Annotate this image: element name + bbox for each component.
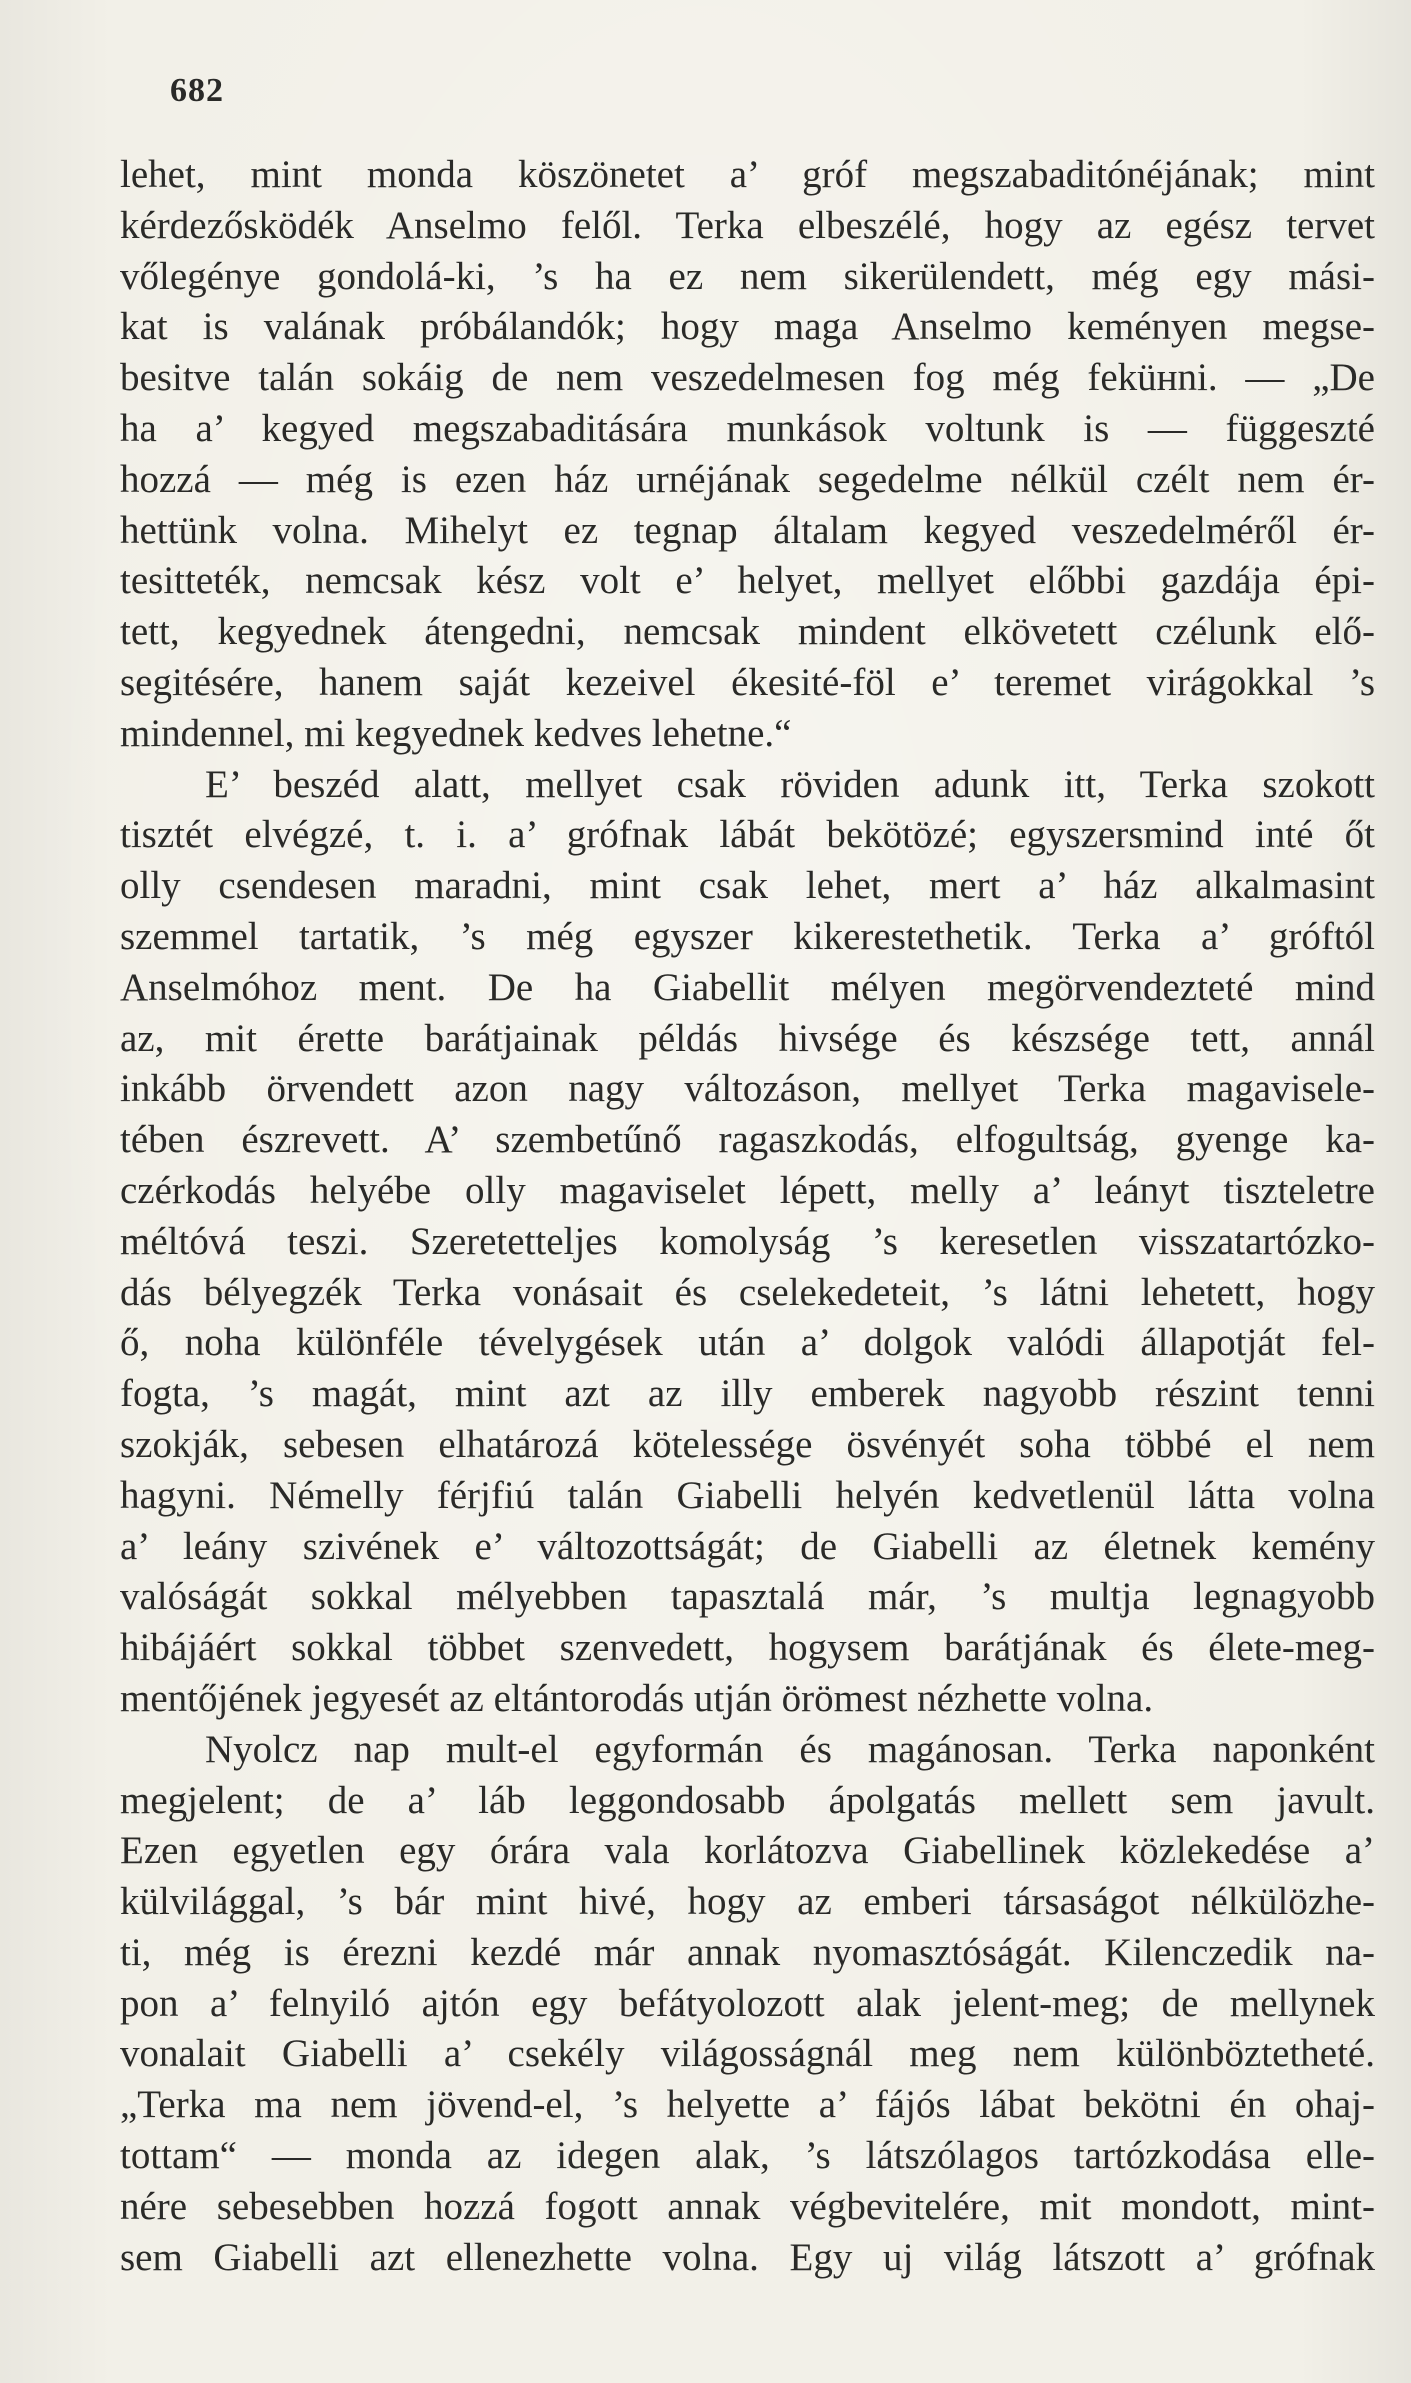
text-line: ő, noha különféle tévelygések után a’ dolgok valódi állapotját fel-: [120, 1321, 1375, 1365]
text-line: Nyolcz nap mult-el egyformán és magánosan. Terka naponként: [205, 1727, 1375, 1771]
text-line: kérdezősködék Anselmo felől. Terka elbeszélé, hogy az egész tervet: [120, 203, 1375, 247]
text-line: tesitteték, nemcsak kész volt e’ helyet, mellyet előbbi gazdája épi-: [120, 559, 1375, 603]
text-line: segitésére, hanem saját kezeivel ékesité-föl e’ teremet virágokkal ’s: [120, 660, 1375, 704]
text-line: vőlegénye gondolá-ki, ’s ha ez nem sikerülendett, még egy mási-: [120, 254, 1375, 298]
text-line: Anselmóhoz ment. De ha Giabellit mélyen megörvendezteté mind: [120, 965, 1375, 1009]
text-line: pon a’ felnyiló ajtón egy befátyolozott alak jelent-meg; de mellynek: [120, 1981, 1375, 2025]
text-line: tottam“ — monda az idegen alak, ’s látszólagos tartózkodása elle-: [120, 2134, 1375, 2178]
text-line: szemmel tartatik, ’s még egyszer kikerestethetik. Terka a’ gróftól: [120, 914, 1375, 958]
text-line: sem Giabelli azt ellenezhette volna. Egy uj világ látszott a’ grófnak: [120, 2235, 1375, 2279]
text-line: külvilággal, ’s bár mint hivé, hogy az emberi társaságot nélkülözhe-: [120, 1880, 1375, 1924]
text-line: kat is valának próbálandók; hogy maga Anselmo keményen megse-: [120, 305, 1375, 349]
text-line: czérkodás helyébe olly magaviselet lépett, melly a’ leányt tiszteletre: [120, 1168, 1375, 1212]
text-line: E’ beszéd alatt, mellyet csak röviden adunk itt, Terka szokott: [205, 762, 1375, 806]
text-line: tében észrevett. A’ szembetűnő ragaszkodás, elfogultság, gyenge ka-: [120, 1118, 1375, 1162]
text-line: tett, kegyednek átengedni, nemcsak mindent elkövetett czélunk elő-: [120, 610, 1375, 654]
text-line: az, mit érette barátjainak példás hivsége és készsége tett, annál: [120, 1016, 1375, 1060]
text-line: méltóvá teszi. Szeretetteljes komolyság ’s keresetlen visszatartózko-: [120, 1219, 1375, 1263]
text-line: hibájáért sokkal többet szenvedett, hogysem barátjának és élete-meg-: [120, 1626, 1375, 1670]
text-line: hettünk volna. Mihelyt ez tegnap általam kegyed veszedelméről ér-: [120, 508, 1375, 552]
text-line: nére sebesebben hozzá fogott annak végbevitelére, mit mondott, mint-: [120, 2184, 1375, 2228]
text-line: ha a’ kegyed megszabaditására munkások voltunk is — függeszté: [120, 406, 1375, 450]
text-line: mindennel, mi kegyednek kedves lehetne.“: [120, 711, 792, 755]
text-line: hagyni. Némelly férjfiú talán Giabelli helyén kedvetlenül látta volna: [120, 1473, 1375, 1517]
text-line: lehet, mint monda köszönetet a’ gróf megszabaditónéjának; mint: [120, 153, 1375, 196]
text-line: valóságát sokkal mélyebben tapasztalá már, ’s multja legnagyobb: [120, 1575, 1375, 1619]
page-number: 682: [170, 72, 224, 109]
text-line: dás bélyegzék Terka vonásait és cselekedeteit, ’s látni lehetett, hogy: [120, 1270, 1375, 1314]
text-line: ti, még is érezni kezdé már annak nyomasztóságát. Kilenczedik na-: [120, 1930, 1375, 1974]
text-line: „Terka ma nem jövend-el, ’s helyette a’ fájós lábat bekötni én ohaj-: [120, 2083, 1375, 2127]
text-line: szokják, sebesen elhatározá kötelessége ösvényét soha többé el nem: [120, 1422, 1375, 1466]
text-line: Ezen egyetlen egy órára vala korlátozva Giabellinek közlekedése a’: [120, 1829, 1375, 1873]
text-line: fogta, ’s magát, mint azt az illy emberek nagyobb részint tenni: [120, 1372, 1375, 1416]
text-line: vonalait Giabelli a’ csekély világosságnál meg nem különböztetheté.: [120, 2032, 1375, 2076]
text-line: besitve talán sokáig de nem veszedelmesen fog még feküнni. — „De: [120, 356, 1375, 400]
text-line: olly csendesen maradni, mint csak lehet, mert a’ ház alkalmasint: [120, 864, 1375, 908]
text-line: tisztét elvégzé, t. i. a’ grófnak lábát bekötözé; egyszersmind inté őt: [120, 813, 1375, 857]
text-line: a’ leány szivének e’ változottságát; de Giabelli az életnek kemény: [120, 1524, 1375, 1568]
text-line: megjelent; de a’ láb leggondosabb ápolgatás mellett sem javult.: [120, 1778, 1375, 1822]
text-line: inkább örvendett azon nagy változáson, mellyet Terka magavisele-: [120, 1067, 1375, 1111]
text-line: mentőjének jegyesét az eltántorodás utján örömest nézhette volna.: [120, 1676, 1154, 1720]
body-text: [120, 150, 1375, 2283]
text-line: hozzá — még is ezen ház urnéjának segedelme nélkül czélt nem ér-: [120, 457, 1375, 501]
